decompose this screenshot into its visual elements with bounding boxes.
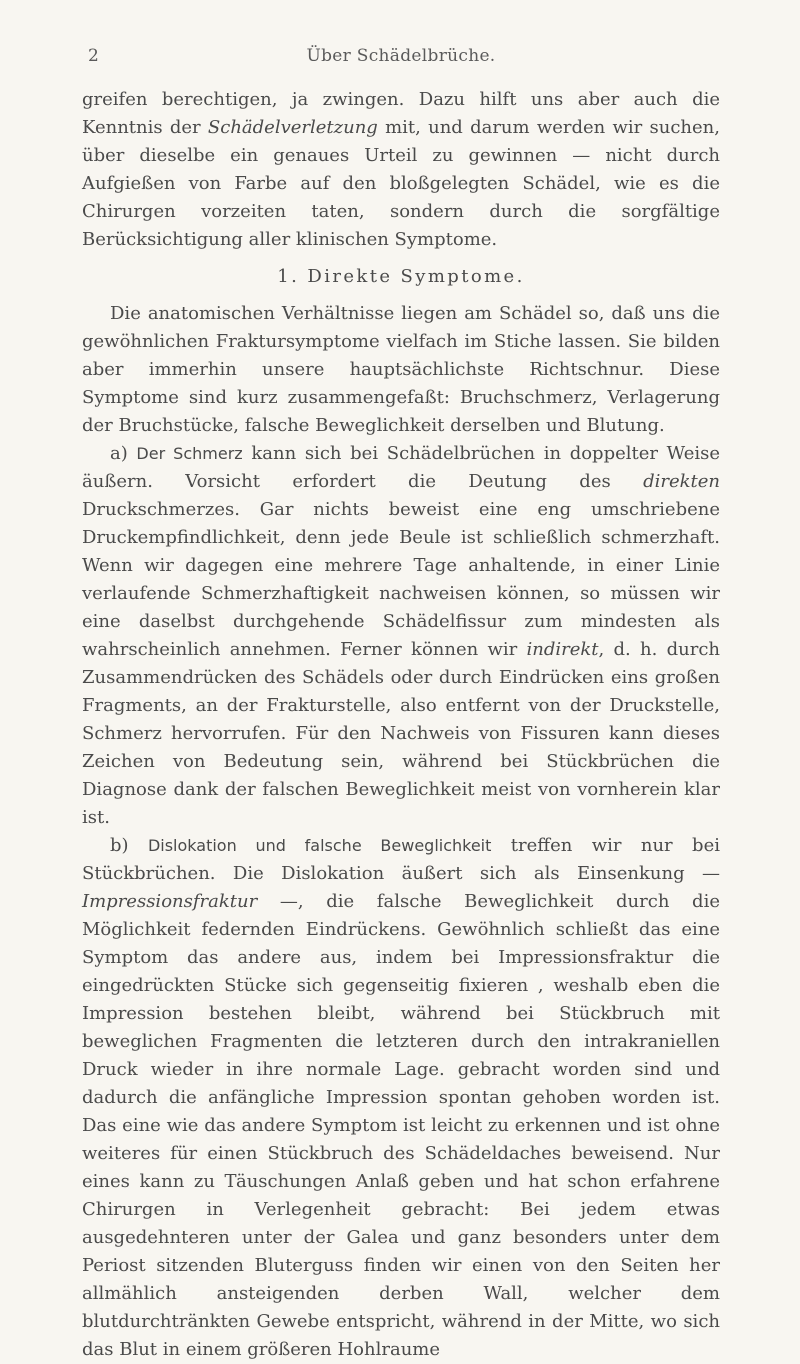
running-head — [82, 46, 720, 76]
book-page — [82, 46, 720, 1364]
paragraph-3-italic-indirect: indirekt — [526, 639, 599, 660]
paragraph-4-text: treffen wir nur bei Stückbrüchen. Die Dislokation äußert sich als Einsenkung — — [82, 835, 720, 884]
paragraph-3-text: kann sich bei Schädelbrüchen in doppelter Weise äußern. Vorsicht erfordert die Deutung des — [82, 443, 720, 492]
paragraph-1-text: greifen berechtigen, ja zwingen. Dazu hilft uns aber auch die Kenntnis der — [82, 89, 720, 138]
section-heading: 1. Direkte Symptome. — [277, 266, 525, 287]
paragraph-4-keyword: Dislokation und falsche Beweglichkeit — [147, 836, 492, 855]
paragraph-4-label: b) — [110, 835, 148, 856]
paragraph-3-italic-direct: direkten — [643, 471, 720, 492]
paragraph-3-text-cont: Druckschmerzes. Gar nichts beweist eine eng umschriebene Druckempfindlichkeit, denn jede Beule ist schließlich schmerzhaft. Wenn wir dagegen eine mehrere Tage anhaltende, in einer Linie verlaufende Schmerzhaftigkeit nachweisen können, so müssen wir eine daselbst durchgehende Schädelfissur zum mindesten als wahrscheinlich annehmen. Ferner können wir — [82, 499, 720, 660]
paragraph-3-text-end: , d. h. durch Zusammendrücken des Schädels oder durch Eindrücken eins großen Fragments, an der Frakturstelle, also entfernt von der Druckstelle, Schmerz hervorrufen. Für den Nachweis von Fissuren kann dieses Zeichen von Bedeutung sein, während bei Stückbrüchen die Diagnose dank der falschen Beweglichkeit meist von vornherein klar ist. — [82, 639, 721, 828]
paragraph-1-text-cont: mit, und darum werden wir suchen, über dieselbe ein genaues Urteil zu gewinnen — nicht durch Aufgießen von Farbe auf den bloßgelegten Schädel, wie es die Chirurgen vorzeiten taten, sondern durch die sorgfältige Berücksichtigung aller klinischen Symptome. — [82, 117, 720, 250]
paragraph-3-label: a) — [110, 443, 137, 464]
paragraph-3 — [82, 440, 720, 832]
paragraph-4 — [82, 832, 720, 1364]
running-title: Über Schädelbrüche. — [306, 46, 496, 66]
paragraph-4-italic: Impressionsfraktur — [82, 891, 258, 912]
page-number: 2 — [88, 46, 100, 66]
body-text — [82, 86, 720, 1364]
paragraph-4-text-cont: —, die falsche Beweglichkeit durch die Möglichkeit federnden Eindrückens. Gewöhnlich schließt das eine Symptom das andere aus, indem bei Impressionsfraktur die eingedrückten Stücke sich gegenseitig fixieren , weshalb eben die Impression bestehen bleibt, während bei Stückbruch mit beweglichen Fragmenten die letzteren durch den intrakraniellen Druck wieder in ihre normale Lage. gebracht worden sind und dadurch die anfängliche Impression spontan gehoben worden ist. Das eine wie das andere Symptom ist leicht zu erkennen und ist ohne weiteres für einen Stückbruch des Schädeldaches beweisend. Nur eines kann zu Täuschungen Anlaß geben und hat schon erfahrene Chirurgen in Verlegenheit gebracht: Bei jedem etwas ausgedehnteren unter der Galea und ganz besonders unter dem Periost sitzenden Bluterguss finden wir einen von den Seiten her allmählich ansteigenden derben Wall, welcher dem blutdurchtränkten Gewebe entspricht, während in der Mitte, wo sich das Blut in einem größeren Hohlraume — [82, 891, 720, 1360]
paragraph-3-keyword: Der Schmerz — [136, 444, 243, 463]
paragraph-2: Die anatomischen Verhältnisse liegen am Schädel so, daß uns die gewöhnlichen Fraktursymptome vielfach im Stiche lassen. Sie bilden aber immerhin unsere hauptsächlichste Richtschnur. Diese Symptome sind kurz zusammengefaßt: Bruchschmerz, Verlagerung der Bruchstücke, falsche Beweglichkeit derselben und Blutung. — [82, 303, 720, 436]
paragraph-1 — [82, 86, 720, 254]
paragraph-1-italic: Schädelverletzung — [207, 117, 378, 138]
